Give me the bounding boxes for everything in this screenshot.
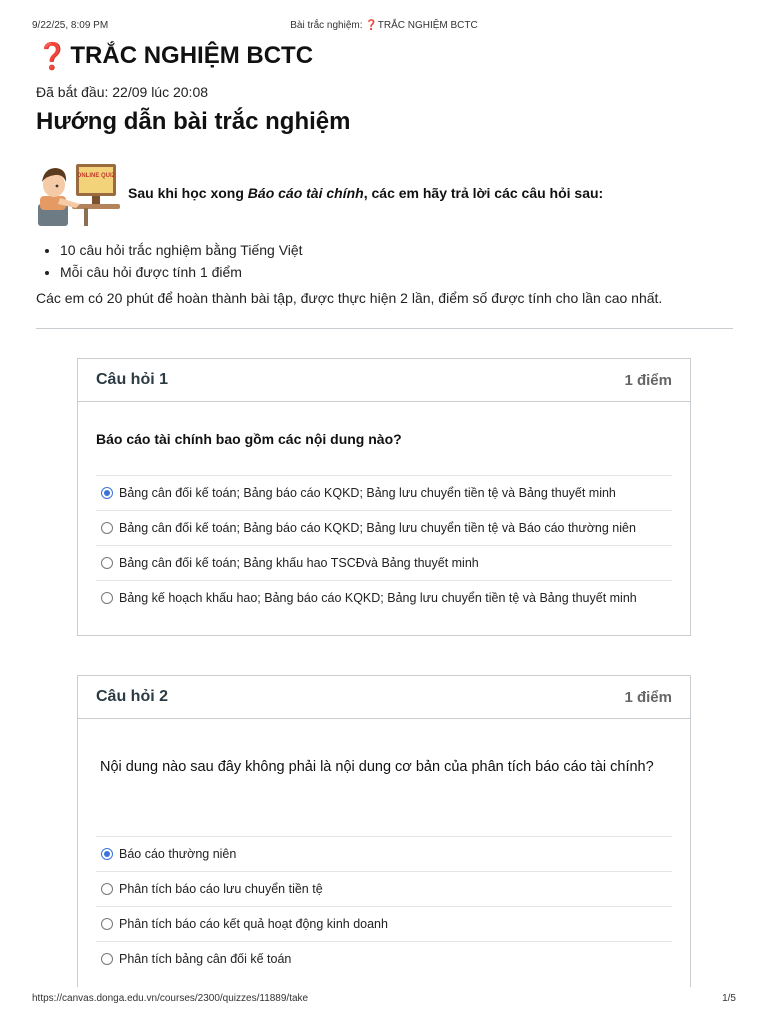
print-footer (32, 993, 736, 1007)
question-name: Câu hỏi 1 (96, 371, 169, 388)
online-quiz-illustration (36, 158, 122, 228)
answer-label: Phân tích báo cáo lưu chuyển tiền tệ (119, 882, 323, 896)
question-card-1 (77, 358, 691, 636)
print-page-number: 1/5 (722, 993, 736, 1004)
answer-label: Bảng cân đối kế toán; Bảng báo cáo KQKD; Bảng lưu chuyển tiền tệ và Bảng thuyết minh (119, 486, 616, 500)
question-card-2 (77, 675, 691, 987)
answer-list (96, 475, 672, 615)
answer-option[interactable] (96, 545, 672, 580)
quiz-description: Các em có 20 phút để hoàn thành bài tập, được thực hiện 2 lần, điểm số được tính cho lần cao nhất. (36, 290, 663, 306)
answer-option[interactable] (96, 871, 672, 906)
question-name: Câu hỏi 2 (96, 688, 169, 705)
answer-list (96, 836, 672, 976)
list-item: • Mỗi câu hỏi được tính 1 điểm (60, 264, 733, 280)
answer-label: Bảng cân đối kế toán; Bảng khấu hao TSCĐvà Bảng thuyết minh (119, 556, 479, 570)
answer-label: Phân tích bảng cân đối kế toán (119, 952, 292, 966)
intro-before: Sau khi học xong (128, 185, 248, 201)
quiz-rules-list (36, 242, 733, 280)
answer-option[interactable] (96, 836, 672, 871)
print-datetime: 9/22/25, 8:09 PM (32, 20, 109, 31)
print-url: https://canvas.donga.edu.vn/courses/2300/quizzes/11889/take (32, 993, 309, 1004)
answer-label: Bảng cân đối kế toán; Bảng báo cáo KQKD; Bảng lưu chuyển tiền tệ và Báo cáo thường niên (119, 521, 636, 535)
intro-text (128, 185, 603, 201)
divider (36, 328, 733, 329)
print-page-title: Bài trắc nghiệm: ❓TRẮC NGHIỆM BCTC (290, 20, 478, 31)
question-points: 1 điểm (624, 688, 672, 706)
radio-button[interactable] (101, 883, 113, 895)
quiz-started-time: Đã bắt đầu: 22/09 lúc 20:08 (36, 84, 209, 100)
answer-option[interactable] (96, 475, 672, 510)
intro-row (36, 158, 733, 228)
quiz-title (36, 40, 733, 72)
question-header (78, 359, 690, 402)
radio-button[interactable] (101, 557, 113, 569)
intro-emphasis: Báo cáo tài chính (247, 185, 364, 201)
answer-label: Bảng kế hoạch khấu hao; Bảng báo cáo KQKD; Bảng lưu chuyển tiền tệ và Bảng thuyết minh (119, 591, 637, 605)
answer-label: Báo cáo thường niên (119, 847, 237, 861)
question-text: Nội dung nào sau đây không phải là nội dung cơ bản của phân tích báo cáo tài chính? (100, 759, 654, 775)
radio-button[interactable] (101, 918, 113, 930)
question-mark-icon: ❓ (36, 41, 69, 71)
radio-button-selected[interactable] (101, 848, 113, 860)
list-item: • 10 câu hỏi trắc nghiệm bằng Tiếng Việt (60, 242, 733, 258)
question-points: 1 điểm (624, 371, 672, 389)
answer-option[interactable] (96, 580, 672, 615)
question-header (78, 676, 690, 719)
answer-label: Phân tích báo cáo kết quả hoạt động kinh doanh (119, 917, 388, 931)
radio-button[interactable] (101, 522, 113, 534)
guide-title: Hướng dẫn bài trắc nghiệm (36, 108, 351, 135)
radio-button[interactable] (101, 592, 113, 604)
quiz-content (36, 40, 733, 329)
quiz-title-text: TRẮC NGHIỆM BCTC (70, 42, 314, 69)
intro-after: , các em hãy trả lời các câu hỏi sau: (363, 185, 604, 201)
radio-button[interactable] (101, 953, 113, 965)
radio-button-selected[interactable] (101, 487, 113, 499)
illustration-text: ONLINE QUIZ (76, 173, 116, 179)
print-header (32, 20, 736, 34)
answer-option[interactable] (96, 941, 672, 976)
question-text: Báo cáo tài chính bao gồm các nội dung nào? (96, 431, 402, 447)
answer-option[interactable] (96, 906, 672, 941)
answer-option[interactable] (96, 510, 672, 545)
